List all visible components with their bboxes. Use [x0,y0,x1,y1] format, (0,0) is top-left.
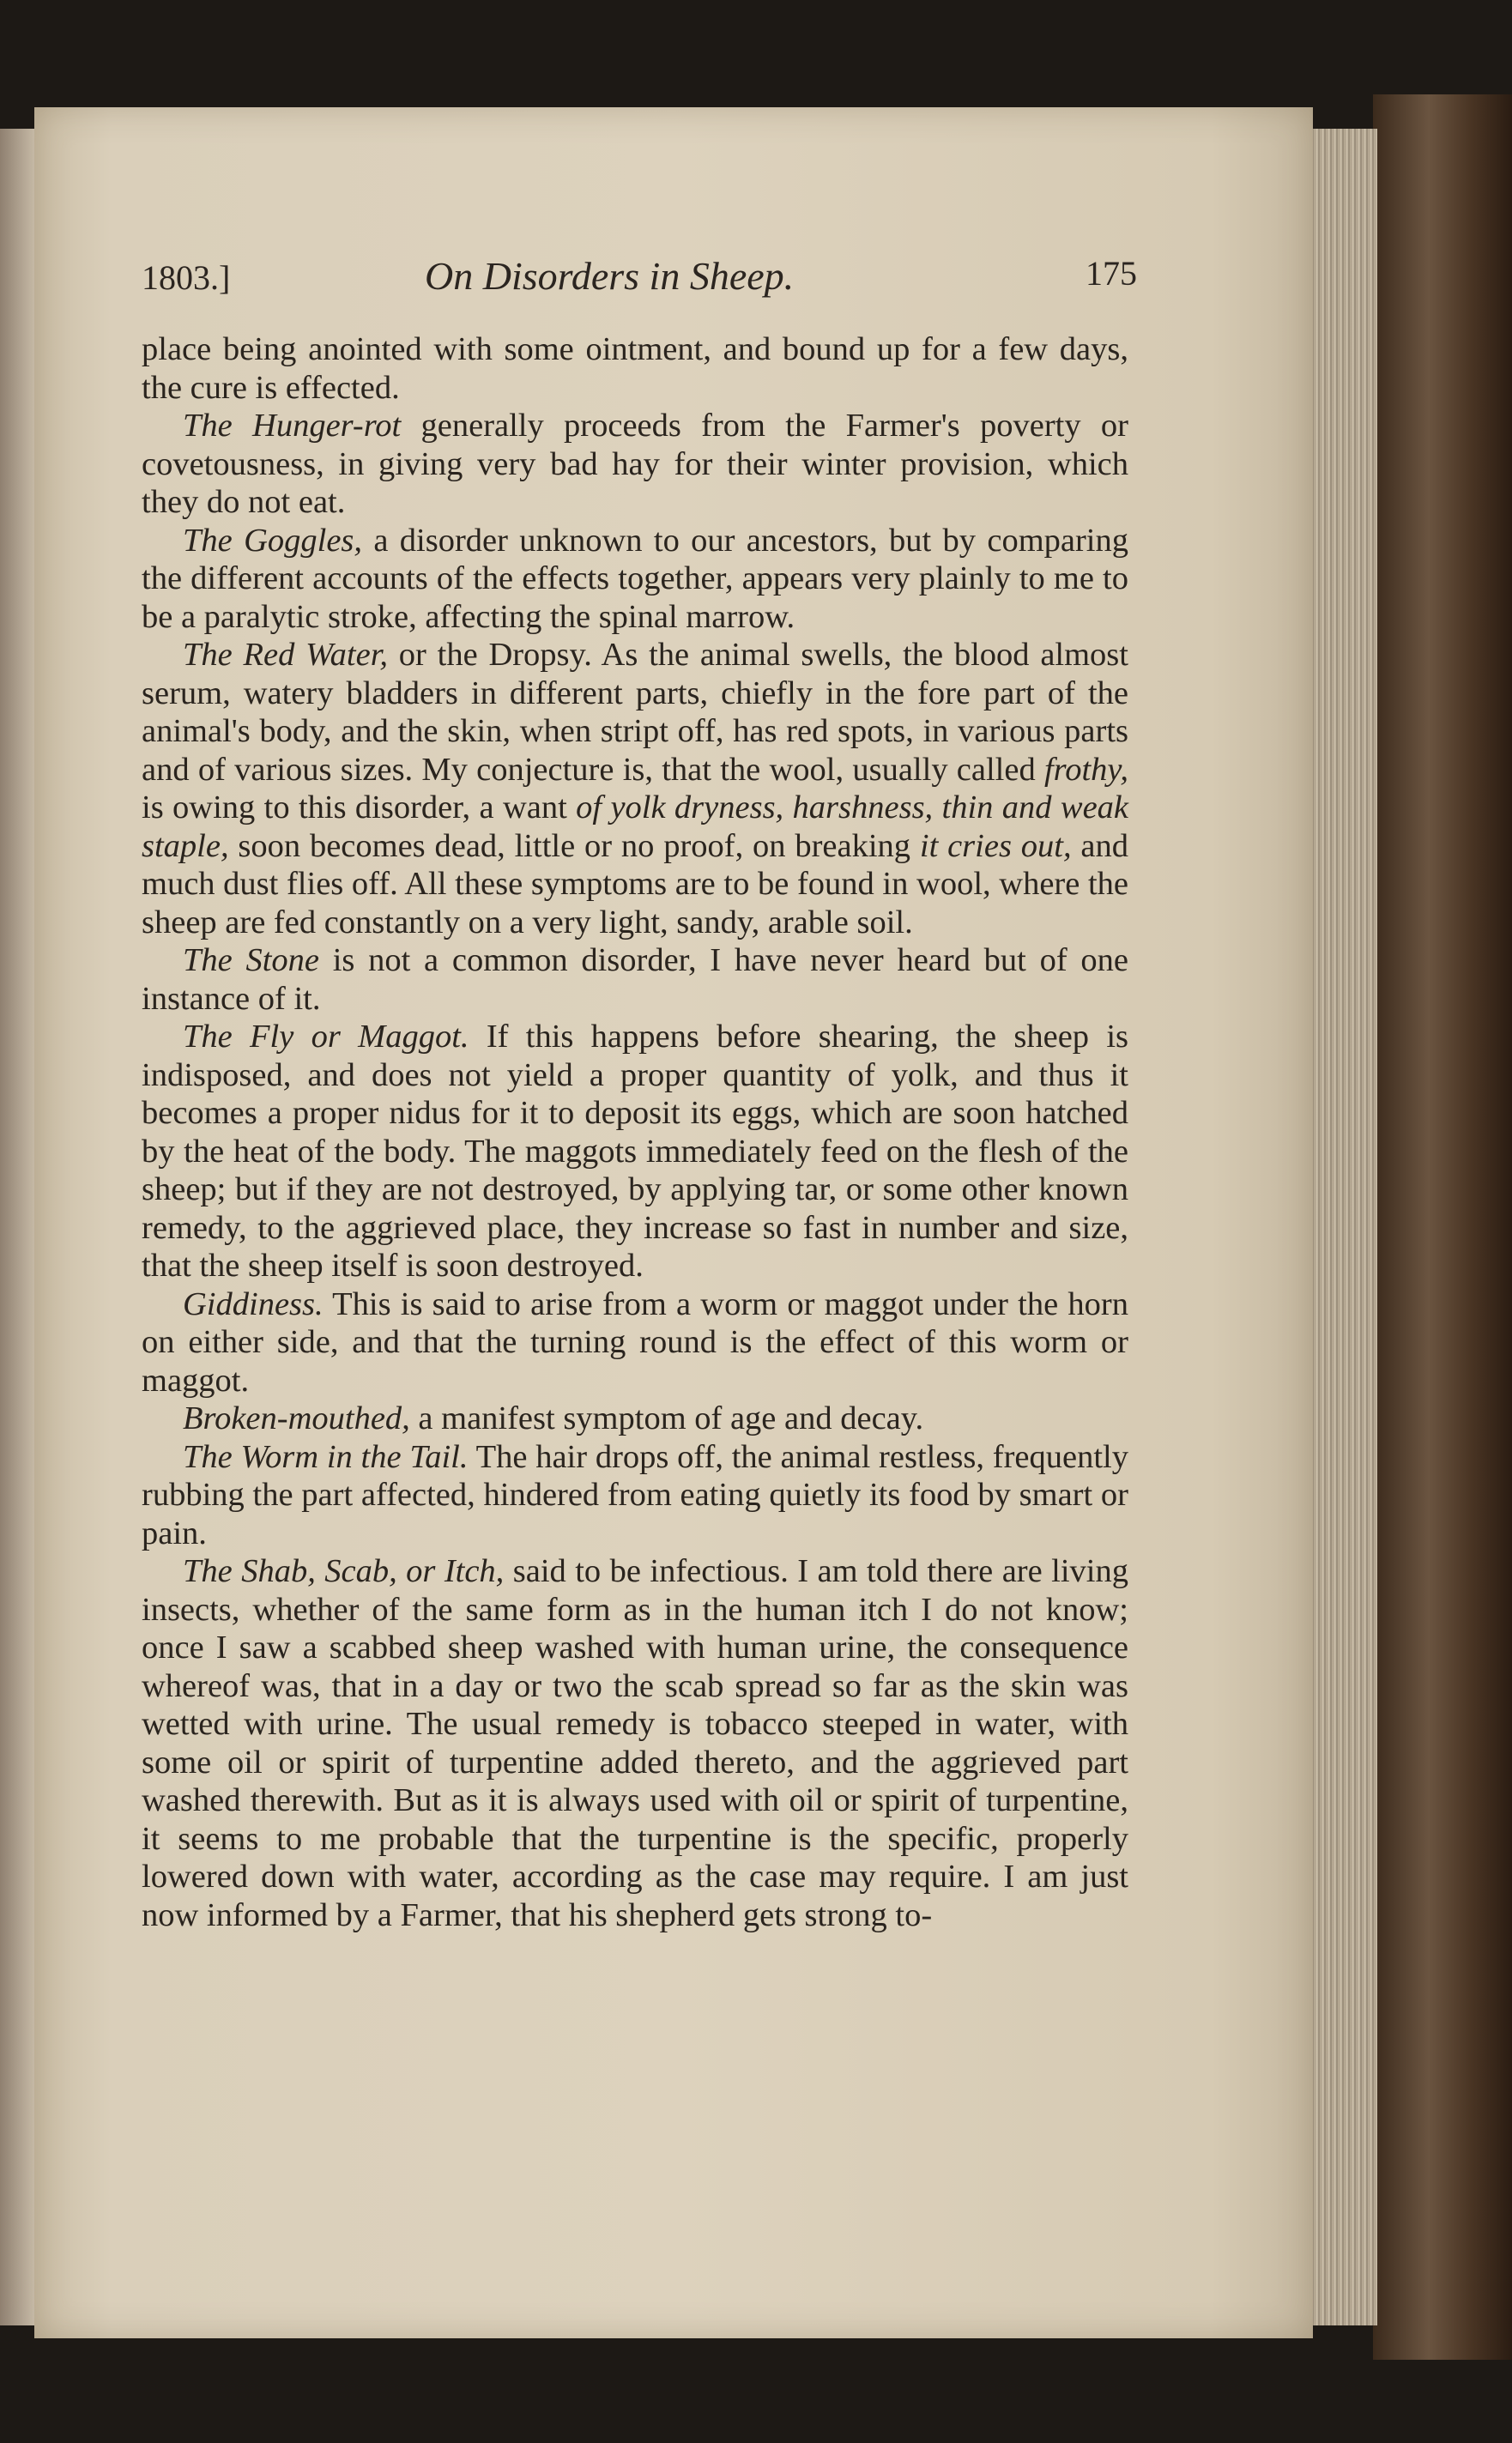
book-cover [1373,94,1512,2360]
paragraph [142,941,1128,1018]
paragraph-term: Broken-mouthed, [183,1400,410,1436]
header-title: On Disorders in Sheep. [425,254,795,298]
paragraph-emphasis: frothy, [1043,751,1128,788]
paragraph-text: is owing to this disorder, a want [142,789,577,825]
paragraph-term: The Goggles, [183,522,363,559]
paragraph-emphasis: it cries out, [919,827,1072,864]
paragraph-term: The Stone [183,942,320,978]
page-number: 175 [1086,254,1137,293]
paragraph [142,1285,1128,1400]
paragraph-term: The Worm in the Tail. [183,1438,469,1475]
paragraph-text: If this happens before shearing, the sheep is indisposed, and does not yield a proper quantity of yolk, and thus it becomes a proper nidus for it to deposit its eggs, which are soon hatched by the heat of the body. The maggots immediately feed on the flesh of the sheep; but if they are not destroyed, by applying tar, or some other known remedy, to the aggrieved place, they increase so fast in number and size, that the sheep itself is soon destroyed. [142,1019,1128,1284]
paragraph-text: and much dust flies off. All these symptoms are to be found in wool, where the sheep are fed constantly on a very light, sandy, arable soil. [142,827,1128,940]
paragraph-text: or the Dropsy. As the animal swells, the blood almost serum, watery bladders in different parts, chiefly in the fore part of the animal's body, and the skin, when stript off, has red spots, in various parts and of various sizes. My conjecture is, that the wool, usually called [142,637,1128,788]
paragraph-text: a disorder unknown to our ancestors, but by comparing the different accounts of the effects together, appears very plainly to me to be a paralytic stroke, affecting the spinal marrow. [142,522,1128,635]
paragraph-emphasis: of yolk dryness, harshness, thin and weak staple, [142,789,1128,864]
paragraph-term: Giddiness. [183,1285,324,1322]
paragraph-text: This is said to arise from a worm or maggot under the horn on either side, and that the turning round is the effect of this worm or maggot. [142,1285,1128,1399]
running-head [142,254,1137,309]
paragraph-text: said to be infectious. I am told there are living insects, whether of the same form as in the human itch I do not know; once I saw a scabbed sheep washed with human urine, the consequence whereof was, that in a day or two the scab spread so far as the skin was wetted with urine. The usual remedy is tobacco steeped in water, with some oil or spirit of turpentine added thereto, and the aggrieved part washed therewith. But as it is always used with oil or spirit of turpentine, it seems to me probable that the turpentine is the specific, properly lowered down with water, according as the case may require. I am just now informed by a Farmer, that his shepherd gets strong to- [142,1553,1128,1933]
paragraph [142,330,1128,407]
paragraph-text: The hair drops off, the animal restless, frequently rubbing the part affected, hindered from eating quietly its food by smart or pain. [142,1438,1128,1551]
paragraph [142,636,1128,941]
paragraph-term: The Fly or Maggot. [183,1019,469,1055]
facing-page-edge [0,129,36,2325]
paragraph [142,522,1128,637]
paragraph [142,407,1128,522]
paragraph-text: is not a common disorder, I have never heard but of one instance of it. [142,942,1128,1017]
page-edges [1309,129,1377,2325]
paragraph-text: soon becomes dead, little or no proof, on breaking [228,827,920,864]
paragraph [142,1552,1128,1934]
paragraph-term: The Hunger-rot [183,408,402,444]
paragraph-term: The Red Water, [183,637,389,673]
header-year: 1803.] [142,258,231,297]
paragraph-text: generally proceeds from the Farmer's poverty or covetousness, in giving very bad hay for their winter provision, which they do not eat. [142,408,1128,520]
paragraph-term: The Shab, Scab, or Itch, [183,1553,505,1589]
paragraph [142,1438,1128,1553]
paragraph [142,1018,1128,1285]
paragraph [142,1400,1128,1438]
paragraph-text: place being anointed with some ointment, and bound up for a few days, the cure is effected. [142,331,1128,406]
paragraph-text: a manifest symptom of age and decay. [409,1400,924,1436]
body-text [142,330,1128,1934]
